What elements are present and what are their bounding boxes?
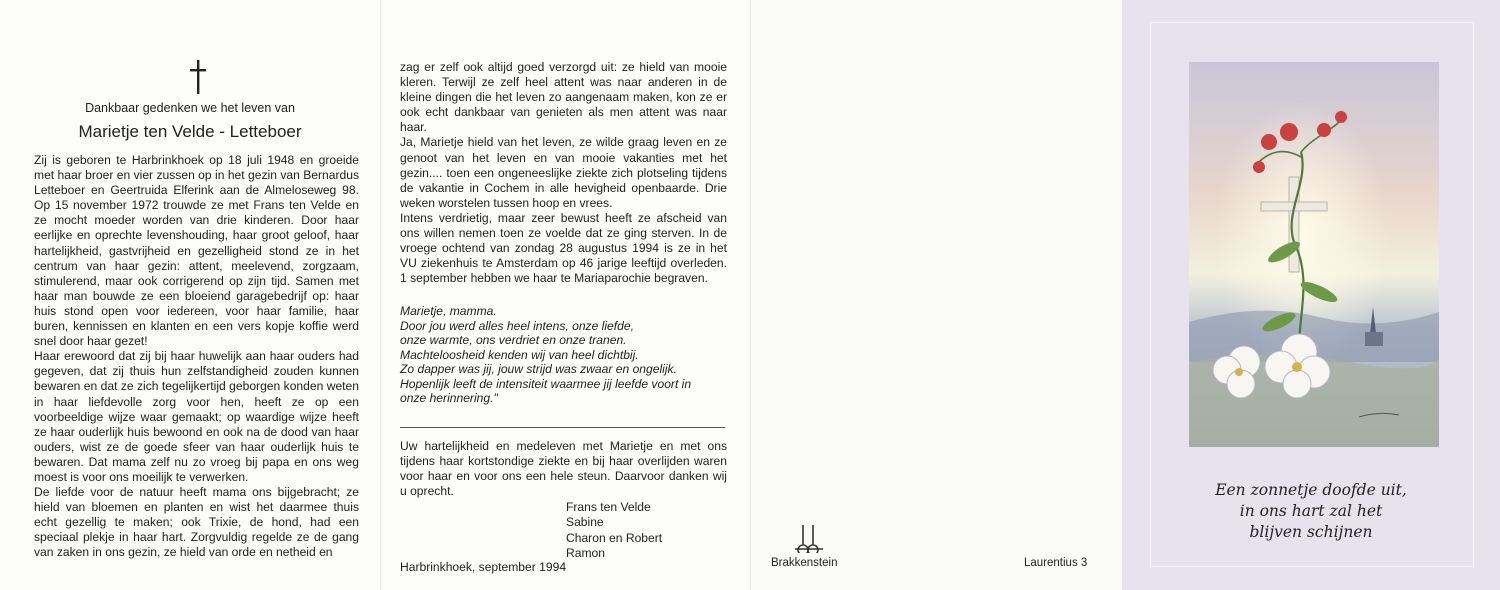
poem-line: Hopenlijk leeft de intensiteit waarmee jij leefde voort in [400, 376, 692, 391]
signatory: Charon en Robert [566, 530, 663, 545]
poem-line: Door jou werd alles heel intens, onze liefde, [400, 318, 634, 333]
cover-verse [1122, 480, 1500, 543]
poem-line: Machteloosheid kenden wij van heel dichtbij. [400, 347, 639, 362]
publisher-name: Brakkenstein [771, 557, 838, 569]
verse-line: Een zonnetje doofde uit, [1215, 481, 1407, 499]
continued-biography [400, 60, 727, 406]
poem-line: Marietje, mamma. [400, 304, 497, 319]
poem-line: Zo dapper was jij, jouw strijd was zwaar en ongelijk. [400, 362, 677, 377]
flower-cross-painting-icon [1189, 62, 1439, 447]
front-cover-panel [1122, 0, 1500, 590]
poem-line: onze warmte, ons verdriet en onze tranen. [400, 333, 627, 348]
back-panel [750, 0, 1122, 590]
cross-icon [188, 60, 208, 94]
verse-line: in ons hart zal het [1239, 502, 1383, 520]
divider [400, 427, 725, 428]
verse-line: blijven schijnen [1249, 523, 1373, 541]
biography-paragraph: Haar erewoord dat zij bij haar huwelijk aan haar ouders had gegeven, dat zij thuis hun zelfstandigheid zouden kunnen bewaren en dat ze zich tegelijkertijd geborgen konden weten in haar liefdevolle zorg voor hen, heeft ze op een voorbeeldige wijze waar gemaakt; op waardige wijze heeft ze haar ouderlijk huis bewoond en ook na de dood van haar ouders, wist ze de goede sfeer van haar ouderlijk huis te bewaren. Dat mama zelf nu zo vroeg bij papa en ons weg moest is voor ons moeilijk te verwerken. [34, 349, 359, 484]
biography-text [34, 153, 359, 561]
biography-paragraph: Intens verdrietig, maar zeer bewust heeft ze afscheid van ons willen nemen toen ze voelde dat ze ging sterven. In de vroege ochtend van zondag 28 augustus 1994 is ze in het VU ziekenhuis te Amsterdam op 46 jarige leeftijd overleden. 1 september hebben we haar te Mariaparochie begraven. [400, 210, 727, 286]
biography-paragraph: De liefde voor de natuur heeft mama ons bijgebracht; ze hield van bloemen en planten en wist het daarmee thuis echt gezellig te maken; ook Trixie, de hond, had een speciaal plekje in haar hart. Zorgvuldig regelde ze de gang van zaken in ons gezin, ze hield van orde en netheid en [34, 485, 359, 560]
series-code: Laurentius 3 [1024, 557, 1088, 569]
signatory: Ramon [566, 545, 605, 560]
biography-paragraph: zag er zelf ook altijd goed verzorgd uit: ze hield van mooie kleren. Terwijl ze zelf heel attent was naar anderen in de kleine dingen die het leven zo aangenaam maken, kon ze er ook echt dankbaar van genieten als men attent was naar haar. [400, 60, 727, 135]
memorial-heading: Dankbaar gedenken we het leven van [85, 101, 295, 115]
left-text-panel [0, 0, 380, 590]
deceased-name: Marietje ten Velde - Letteboer [78, 122, 302, 141]
brakkenstein-logo-icon [793, 523, 825, 553]
poem-line: onze herinnering." [400, 391, 498, 406]
middle-text-panel [380, 0, 750, 590]
signatory: Sabine [566, 515, 604, 530]
signatory: Frans ten Velde [566, 500, 651, 514]
thanks-text: Uw hartelijkheid en medeleven met Marietje en met ons tijdens haar kortstondige ziekte en bij haar overlijden waren voor haar en voor ons een hele steun. Daarvoor danken wij u oprecht. [400, 439, 727, 499]
poem [400, 304, 727, 406]
place-date: Harbrinkhoek, september 1994 [400, 560, 567, 574]
signatories [566, 500, 662, 561]
biography-paragraph: Zij is geboren te Harbrinkhoek op 18 juli 1948 en groeide met haar broer en vier zussen op in het gezin van Bernardus Letteboer en Geertruida Elferink aan de Almeloseweg 98. Op 15 november 1972 trouwde ze met Frans ten Velde en ze mocht moeder worden van drie kinderen. Door haar eerlijke en oprechte levenshouding, haar groot geloof, haar hartelijkheid, gastvrijheid en gezelligheid stond ze in het centrum van haar gezin: attent, meelevend, zorgzaam, stimulerend, maar ook corrigerend op zijn tijd. Samen met haar man bouwde ze een bloeiend garagebedrijf op: haar huis stond open voor iedereen, voor haar familie, haar buren, kennissen en klanten en een vers kopje koffie werd snel door haar gezet! [34, 153, 359, 349]
biography-paragraph: Ja, Marietje hield van het leven, ze wilde graag leven en ze genoot van het leven en van mooie vakanties met het gezin.... toen een ongeneeslijke ziekte zich plotseling tijdens de vakantie in Cochem in alle hevigheid openbaarde. Drie weken worstelen tussen hoop en vrees. [400, 135, 727, 210]
